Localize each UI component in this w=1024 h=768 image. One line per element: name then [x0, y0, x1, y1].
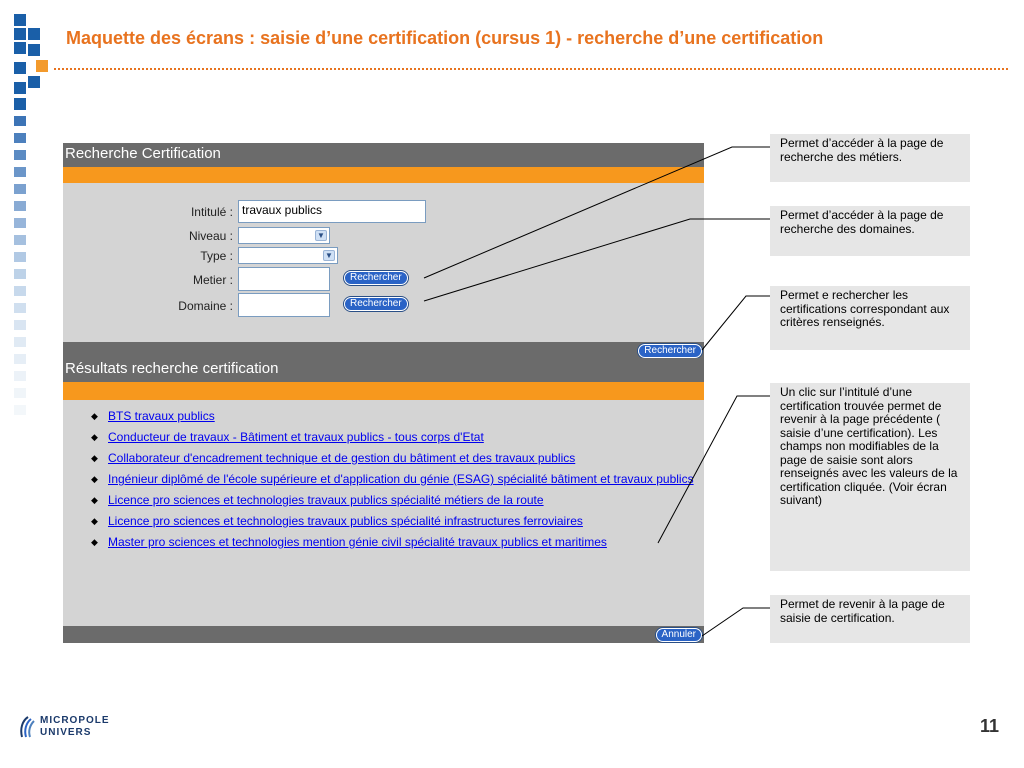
result-link[interactable]: BTS travaux publics: [108, 409, 215, 423]
results-section-header: Résultats recherche certification: [63, 358, 704, 382]
bullet-icon: ◆: [91, 432, 98, 442]
bullet-icon: ◆: [91, 495, 98, 505]
annotation-note: Permet d’accéder à la page de recherche des domaines.: [770, 206, 970, 256]
annotation-note: Permet e rechercher les certifications correspondant aux critères renseignés.: [770, 286, 970, 350]
result-link[interactable]: Collaborateur d'encadrement technique et de gestion du bâtiment et des travaux publics: [108, 451, 576, 465]
domaine-search-button[interactable]: Rechercher: [344, 297, 408, 311]
result-link[interactable]: Ingénieur diplômé de l'école supérieure et d'application du génie (ESAG) spécialité bâtiment et travaux publics: [108, 472, 694, 486]
bullet-icon: ◆: [91, 411, 98, 421]
annotation-note: Permet d’accéder à la page de recherche des métiers.: [770, 134, 970, 182]
cancel-button[interactable]: Annuler: [656, 628, 702, 642]
metier-search-button[interactable]: Rechercher: [344, 271, 408, 285]
logo-icon: [18, 715, 38, 741]
intitule-input[interactable]: travaux publics: [238, 200, 426, 223]
search-section-header: Recherche Certification: [63, 143, 704, 167]
domaine-label: Domaine :: [178, 299, 233, 313]
type-label: Type :: [200, 249, 233, 263]
company-logo: [18, 715, 148, 745]
result-link[interactable]: Conducteur de travaux - Bâtiment et travaux publics - tous corps d'Etat: [108, 430, 484, 444]
result-link[interactable]: Master pro sciences et technologies mention génie civil spécialité travaux publics et maritimes: [108, 535, 607, 549]
niveau-label: Niveau :: [188, 229, 233, 243]
result-link[interactable]: Licence pro sciences et technologies travaux publics spécialité infrastructures ferroviaires: [108, 514, 583, 528]
bullet-icon: ◆: [91, 453, 98, 463]
result-link[interactable]: Licence pro sciences et technologies travaux publics spécialité métiers de la route: [108, 493, 544, 507]
page-number: 11: [980, 716, 1000, 736]
intitule-label: Intitulé :: [190, 205, 233, 219]
chevron-down-icon: ▼: [323, 250, 335, 261]
chevron-down-icon: ▼: [315, 230, 327, 241]
connector-line: [424, 147, 770, 278]
bullet-icon: ◆: [91, 516, 98, 526]
submit-search-button[interactable]: Rechercher: [638, 344, 702, 358]
bullet-icon: ◆: [91, 537, 98, 547]
slide-title: Maquette des écrans : saisie d’une certification (cursus 1) - recherche d’une certification: [66, 28, 824, 48]
logo-text-line2: UNIVERS: [40, 727, 92, 738]
annotation-note: Permet de revenir à la page de saisie de certification.: [770, 595, 970, 643]
bullet-icon: ◆: [91, 474, 98, 484]
connector-line: [702, 296, 770, 350]
connector-line: [658, 396, 770, 543]
connector-line: [702, 608, 770, 636]
logo-text-line1: MICROPOLE: [40, 715, 110, 726]
annotation-note: Un clic sur l’intitulé d’une certification trouvée permet de revenir à la page précédente ( saisie d’une certification). Les champs non modifiables de la page de saisie sont alors renseignés avec les valeurs de la certification cliquée. (Voir écran suivant): [770, 383, 970, 571]
connector-line: [424, 219, 770, 301]
metier-label: Metier :: [192, 273, 233, 287]
